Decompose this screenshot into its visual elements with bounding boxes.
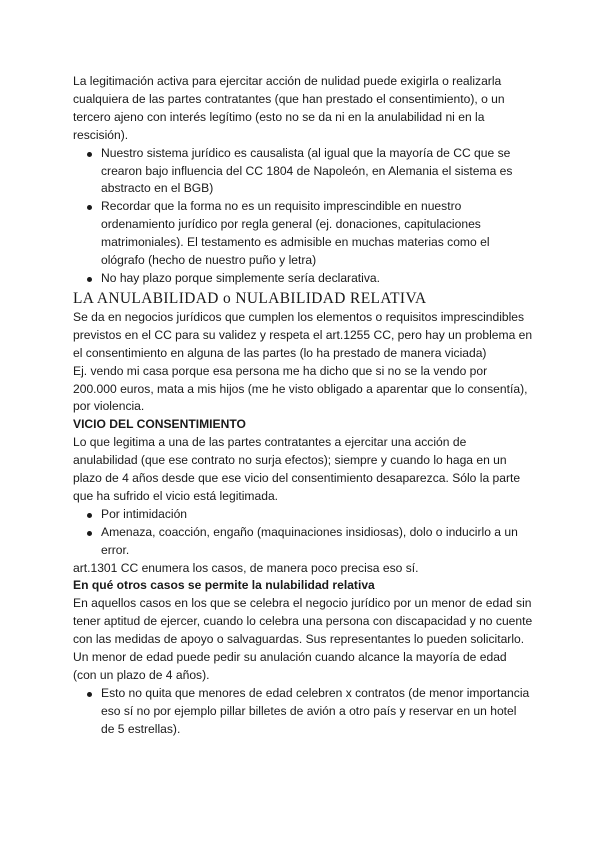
otros-paragraph: En aquellos casos en los que se celebra el negocio jurídico por un menor de edad sin tener aptitud de ejercer, cuando lo celebra una persona con discapacidad y no cuente con las medidas de apoyo o salvaguardas. Sus representantes lo pueden solicitarlo. Un menor de edad puede pedir su anulación cuando alcance la mayoría de edad (con un plazo de 4 años). <box>73 596 533 682</box>
anulabilidad-paragraph: Se da en negocios jurídicos que cumplen los elementos o requisitos imprescindibles previstos en el CC para su validez y respeta el art.1255 CC, pero hay un problema en el consentimiento en alguna de las partes (lo ha prestado de manera viciada) <box>73 309 533 360</box>
intro-paragraph: La legitimación activa para ejercitar acción de nulidad puede exigirla o realizarla cualquiera de las partes contratantes (que han prestado el consentimiento), o un tercero ajeno con interés legítimo (esto no se da ni en la anulabilidad ni en la rescisión). <box>73 74 505 142</box>
heading-connector: o <box>223 289 232 307</box>
vicio-bullet-intimidacion: Por intimidación <box>73 506 533 524</box>
vicio-bullet-list <box>73 506 533 560</box>
heading-part-nulabilidad: NULABILIDAD RELATIVA <box>235 289 427 307</box>
anulabilidad-example: Ej. vendo mi casa porque esa persona me ha dicho que si no se la vendo por 200.000 euros, mata a mis hijos (me he visto obligado a aparentar que lo consentía), por violencia. <box>73 363 528 414</box>
document-content <box>73 73 533 739</box>
intro-bullet-plazo: No hay plazo porque simplemente sería declarativa. <box>73 270 533 288</box>
section-heading-anulabilidad <box>73 289 533 309</box>
heading-part-anulabilidad: LA ANULABILIDAD <box>73 289 219 307</box>
intro-bullet-forma: Recordar que la forma no es un requisito imprescindible en nuestro ordenamiento jurídico por regla general (ej. donaciones, capitulaciones matrimoniales). El testamento es admisible en muchas materias como el ológrafo (hecho de nuestro puño y letra) <box>73 198 533 270</box>
intro-bullet-causalista: Nuestro sistema jurídico es causalista (al igual que la mayoría de CC que se crearon bajo influencia del CC 1804 de Napoleón, en Alemania el sistema es abstracto en el BGB) <box>73 145 533 199</box>
otros-bullet-list <box>73 685 533 739</box>
otros-bullet-menores: Esto no quita que menores de edad celebren x contratos (de menor importancia eso sí no por ejemplo pillar billetes de avión a otro país y reservar en un hotel de 5 estrellas). <box>73 685 533 739</box>
vicio-note: art.1301 CC enumera los casos, de manera poco precisa eso sí. <box>73 560 419 575</box>
vicio-paragraph: Lo que legitima a una de las partes contratantes a ejercitar una acción de anulabilidad (que ese contrato no surja efectos); siempre y cuando lo haga en un plazo de 4 años desde que ese vicio del consentimiento desaparezca. Sólo la parte que ha sufrido el vicio está legitimada. <box>73 435 521 503</box>
intro-bullet-list <box>73 145 533 288</box>
section-heading-vicio: VICIO DEL CONSENTIMIENTO <box>73 417 246 432</box>
vicio-bullet-amenaza: Amenaza, coacción, engaño (maquinaciones insidiosas), dolo o inducirlo a un error. <box>73 524 533 560</box>
section-heading-otros-casos: En qué otros casos se permite la nulabilidad relativa <box>73 578 375 593</box>
